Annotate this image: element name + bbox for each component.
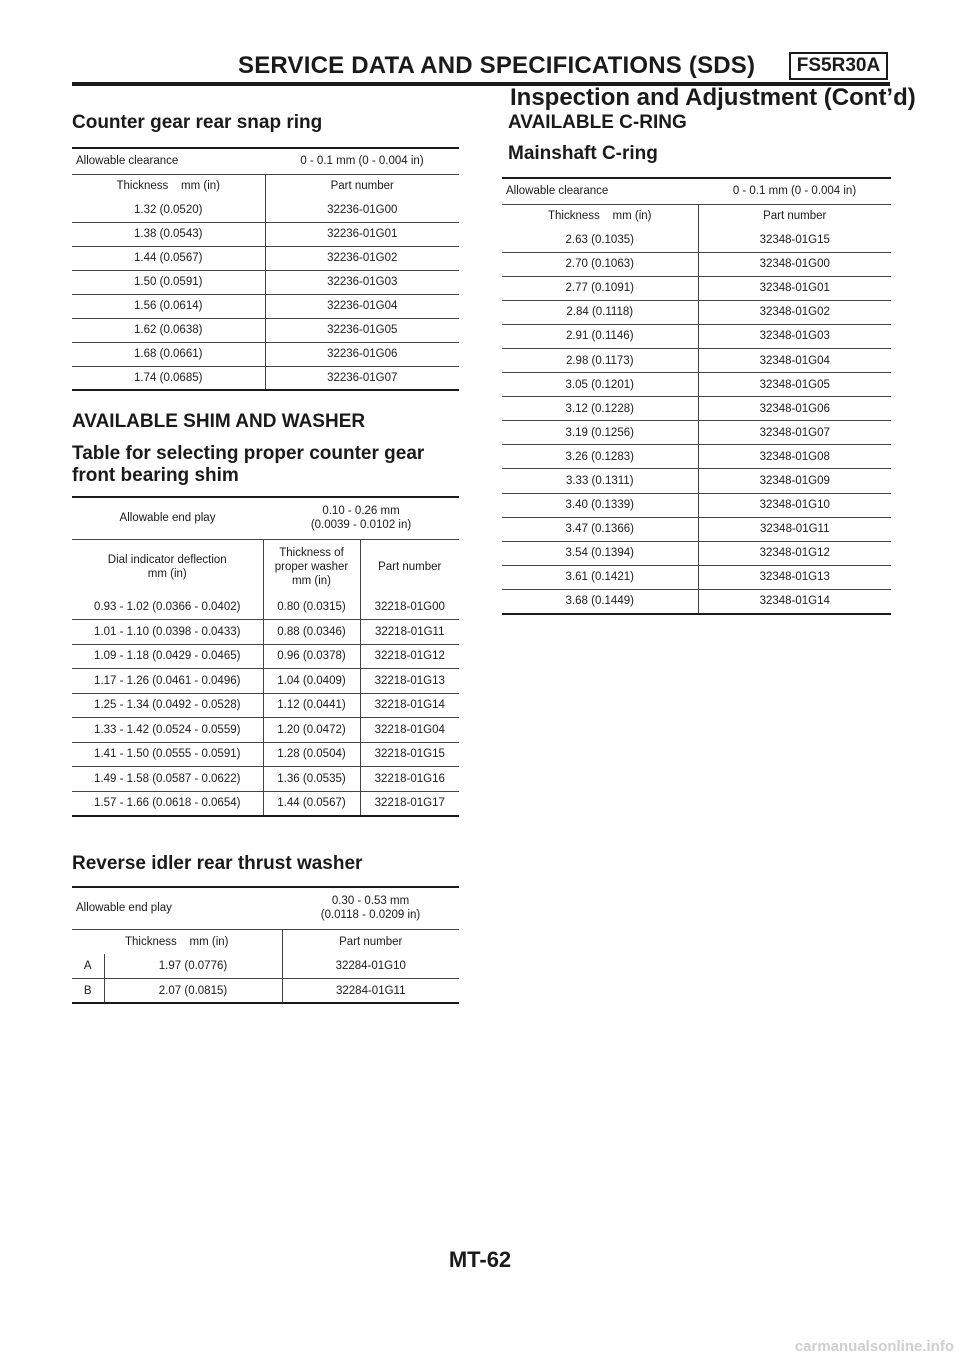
counter-gear-snap-ring-heading: Counter gear rear snap ring <box>72 112 323 133</box>
table-cell: 1.25 - 1.34 (0.0492 - 0.0528) <box>72 693 263 718</box>
table-row <box>72 979 459 1004</box>
shim-washer-heading: AVAILABLE SHIM AND WASHER <box>72 411 366 432</box>
table-cell: 3.26 (0.1283) <box>502 445 698 469</box>
table-header-row <box>72 539 459 595</box>
col-part-number: Part number <box>265 174 459 198</box>
table-row <box>502 469 891 493</box>
table-row <box>502 228 891 252</box>
table-cell: 3.12 (0.1228) <box>502 397 698 421</box>
table-row <box>502 565 891 589</box>
clearance-value: 0 - 0.1 mm (0 - 0.004 in) <box>300 155 424 168</box>
table-row <box>502 397 891 421</box>
table-cell: 1.12 (0.0441) <box>263 693 360 718</box>
table-row <box>502 252 891 276</box>
table-cell: 32348-01G14 <box>698 589 891 613</box>
table-cell: 1.20 (0.0472) <box>263 718 360 743</box>
table-row <box>502 589 891 613</box>
table-cell: 32284-01G10 <box>282 954 459 979</box>
table-row <box>72 246 459 270</box>
table-header-row <box>72 174 459 198</box>
table-cell: 32218-01G12 <box>360 644 459 669</box>
clearance-label: Allowable clearance <box>506 185 609 198</box>
table-cell: 1.36 (0.0535) <box>263 767 360 792</box>
table-cell: 32236-01G05 <box>265 318 459 342</box>
end-play-value <box>282 887 459 929</box>
table-cell: 0.88 (0.0346) <box>263 620 360 645</box>
table-cell: 1.01 - 1.10 (0.0398 - 0.0433) <box>72 620 263 645</box>
table-cell: 2.77 (0.1091) <box>502 276 698 300</box>
table-cell: 1.28 (0.0504) <box>263 742 360 767</box>
col-dial-line1: Dial indicator deflection <box>107 554 227 567</box>
table-cell: 32284-01G11 <box>282 979 459 1004</box>
table-row <box>502 493 891 517</box>
table-cell: B <box>83 984 92 997</box>
table-cell: 32236-01G06 <box>265 342 459 366</box>
c-ring-table <box>502 177 891 615</box>
table-header-row <box>72 929 459 954</box>
table-row <box>502 421 891 445</box>
table-cell: 0.96 (0.0378) <box>263 644 360 669</box>
table-cell: 1.56 (0.0614) <box>72 294 265 318</box>
table-cell: 3.33 (0.1311) <box>502 469 698 493</box>
table-cell: 3.61 (0.1421) <box>502 565 698 589</box>
clearance-row <box>72 148 459 174</box>
table-cell: 1.32 (0.0520) <box>72 198 265 222</box>
table-row <box>72 620 459 645</box>
table-cell: 1.04 (0.0409) <box>263 669 360 694</box>
col-thickness: Thickness mm (in) <box>502 204 698 228</box>
table-row <box>72 669 459 694</box>
table-cell: 32348-01G15 <box>698 228 891 252</box>
table-cell: 1.74 (0.0685) <box>134 371 203 384</box>
table-row <box>72 742 459 767</box>
col-dial-line2: mm (in) <box>147 568 187 581</box>
table-cell: 2.98 (0.1173) <box>502 348 698 372</box>
table-cell: 32218-01G16 <box>360 767 459 792</box>
col-part-number: Part number <box>282 929 459 954</box>
table-row <box>72 318 459 342</box>
table-cell: 32348-01G07 <box>698 421 891 445</box>
table-cell: 32348-01G06 <box>698 397 891 421</box>
clearance-row <box>502 178 891 204</box>
table-row <box>502 276 891 300</box>
section-title: SERVICE DATA AND SPECIFICATIONS (SDS) <box>238 52 756 79</box>
table-cell: 1.17 - 1.26 (0.0461 - 0.0496) <box>72 669 263 694</box>
table-cell: 32348-01G10 <box>698 493 891 517</box>
col-thick-line3: mm (in) <box>292 575 331 588</box>
reverse-idler-table <box>72 886 459 1004</box>
end-play-value <box>263 497 459 539</box>
table-cell: 32236-01G01 <box>265 222 459 246</box>
col-dial-deflection <box>72 539 263 595</box>
model-badge: FS5R30A <box>789 52 888 80</box>
end-play-value-mm: 0.10 - 0.26 mm <box>322 505 400 518</box>
table-cell: 3.68 (0.1449) <box>565 595 634 608</box>
table-cell: 32348-01G03 <box>698 324 891 348</box>
table-cell: 32348-01G08 <box>698 445 891 469</box>
counter-gear-snap-ring-table <box>72 147 459 391</box>
table-row <box>72 366 459 390</box>
table-cell: 3.40 (0.1339) <box>502 493 698 517</box>
table-cell: 0.93 - 1.02 (0.0366 - 0.0402) <box>72 595 263 620</box>
table-cell: 32218-01G14 <box>360 693 459 718</box>
end-play-value-in: (0.0039 - 0.0102 in) <box>310 519 412 532</box>
table-row <box>72 954 459 979</box>
table-cell: 1.38 (0.0543) <box>72 222 265 246</box>
table-cell: 1.44 (0.0567) <box>263 791 360 816</box>
table-cell: 2.91 (0.1146) <box>502 324 698 348</box>
table-row <box>72 791 459 816</box>
table-header-row <box>502 204 891 228</box>
table-cell: 2.63 (0.1035) <box>502 228 698 252</box>
watermark: carmanualsonline.info <box>794 1338 954 1355</box>
col-part-number: Part number <box>698 204 891 228</box>
table-cell: 2.07 (0.0815) <box>104 979 282 1004</box>
c-ring-heading: AVAILABLE C-RING <box>508 112 687 133</box>
end-play-value-mm: 0.30 - 0.53 mm <box>331 895 410 908</box>
table-row <box>72 693 459 718</box>
end-play-label: Allowable end play <box>72 887 282 929</box>
table-cell: 32348-01G00 <box>698 252 891 276</box>
table-cell: 1.97 (0.0776) <box>104 954 282 979</box>
table-cell: 32348-01G05 <box>698 373 891 397</box>
table-row <box>502 300 891 324</box>
table-cell: 2.70 (0.1063) <box>502 252 698 276</box>
table-cell: 1.68 (0.0661) <box>72 342 265 366</box>
table-cell: 2.84 (0.1118) <box>502 300 698 324</box>
table-row <box>502 373 891 397</box>
table-cell: 32218-01G17 <box>360 791 459 816</box>
section-subtitle: Inspection and Adjustment (Cont’d) <box>510 84 916 111</box>
reverse-idler-heading: Reverse idler rear thrust washer <box>72 853 363 874</box>
table-cell: 32236-01G03 <box>265 270 459 294</box>
end-play-value-in: (0.0118 - 0.0209 in) <box>320 909 421 922</box>
table-row <box>502 445 891 469</box>
table-row <box>72 294 459 318</box>
table-cell: 3.05 (0.1201) <box>502 373 698 397</box>
table-cell: 32236-01G00 <box>265 198 459 222</box>
col-thickness: Thickness mm (in) <box>124 935 229 948</box>
table-cell: 32348-01G09 <box>698 469 891 493</box>
table-cell: 3.54 (0.1394) <box>502 541 698 565</box>
clearance-value: 0 - 0.1 mm (0 - 0.004 in) <box>732 185 857 198</box>
table-row <box>72 222 459 246</box>
end-play-row <box>72 497 459 539</box>
col-part-number: Part number <box>360 539 459 595</box>
table-cell: 3.47 (0.1366) <box>502 517 698 541</box>
table-cell: 32348-01G02 <box>698 300 891 324</box>
table-row <box>72 198 459 222</box>
table-row <box>502 324 891 348</box>
table-cell: 1.62 (0.0638) <box>72 318 265 342</box>
table-cell: 32218-01G13 <box>360 669 459 694</box>
table-row <box>72 342 459 366</box>
table-row <box>72 718 459 743</box>
col-thickness: Thickness mm (in) <box>72 174 265 198</box>
table-cell: 32218-01G15 <box>360 742 459 767</box>
table-row <box>502 541 891 565</box>
table-cell: 3.19 (0.1256) <box>502 421 698 445</box>
shim-washer-subheading: Table for selecting proper counter gear front bearing shim <box>72 443 425 486</box>
table-cell: 1.09 - 1.18 (0.0429 - 0.0465) <box>72 644 263 669</box>
table-cell: 32348-01G12 <box>698 541 891 565</box>
table-row <box>72 767 459 792</box>
clearance-label: Allowable clearance <box>76 155 179 168</box>
table-cell: 32348-01G04 <box>698 348 891 372</box>
table-cell: 32218-01G04 <box>360 718 459 743</box>
table-cell: 1.41 - 1.50 (0.0555 - 0.0591) <box>72 742 263 767</box>
page-number: MT-62 <box>448 1247 512 1272</box>
table-row <box>72 644 459 669</box>
table-cell: 1.57 - 1.66 (0.0618 - 0.0654) <box>94 797 241 809</box>
table-cell: 32348-01G13 <box>698 565 891 589</box>
col-washer-thickness <box>263 539 360 595</box>
table-cell: 32348-01G01 <box>698 276 891 300</box>
table-row <box>502 348 891 372</box>
table-row <box>502 517 891 541</box>
table-cell: 0.80 (0.0315) <box>263 595 360 620</box>
table-cell: 1.33 - 1.42 (0.0524 - 0.0559) <box>72 718 263 743</box>
table-cell: 1.50 (0.0591) <box>72 270 265 294</box>
shim-selection-table <box>72 496 459 817</box>
table-cell: 32236-01G07 <box>265 366 459 390</box>
col-thick-line1: Thickness of <box>279 547 344 560</box>
table-cell: 32236-01G04 <box>265 294 459 318</box>
table-cell: 1.49 - 1.58 (0.0587 - 0.0622) <box>72 767 263 792</box>
table-cell: A <box>72 954 104 979</box>
table-row <box>72 270 459 294</box>
table-cell: 32236-01G02 <box>265 246 459 270</box>
table-cell: 32218-01G00 <box>360 595 459 620</box>
table-row <box>72 595 459 620</box>
table-cell: 32218-01G11 <box>360 620 459 645</box>
end-play-row <box>72 887 459 929</box>
table-cell: 1.44 (0.0567) <box>72 246 265 270</box>
c-ring-subheading: Mainshaft C-ring <box>508 143 658 164</box>
col-thick-line2: proper washer <box>274 561 349 574</box>
table-cell: 32348-01G11 <box>698 517 891 541</box>
end-play-label: Allowable end play <box>72 497 263 539</box>
